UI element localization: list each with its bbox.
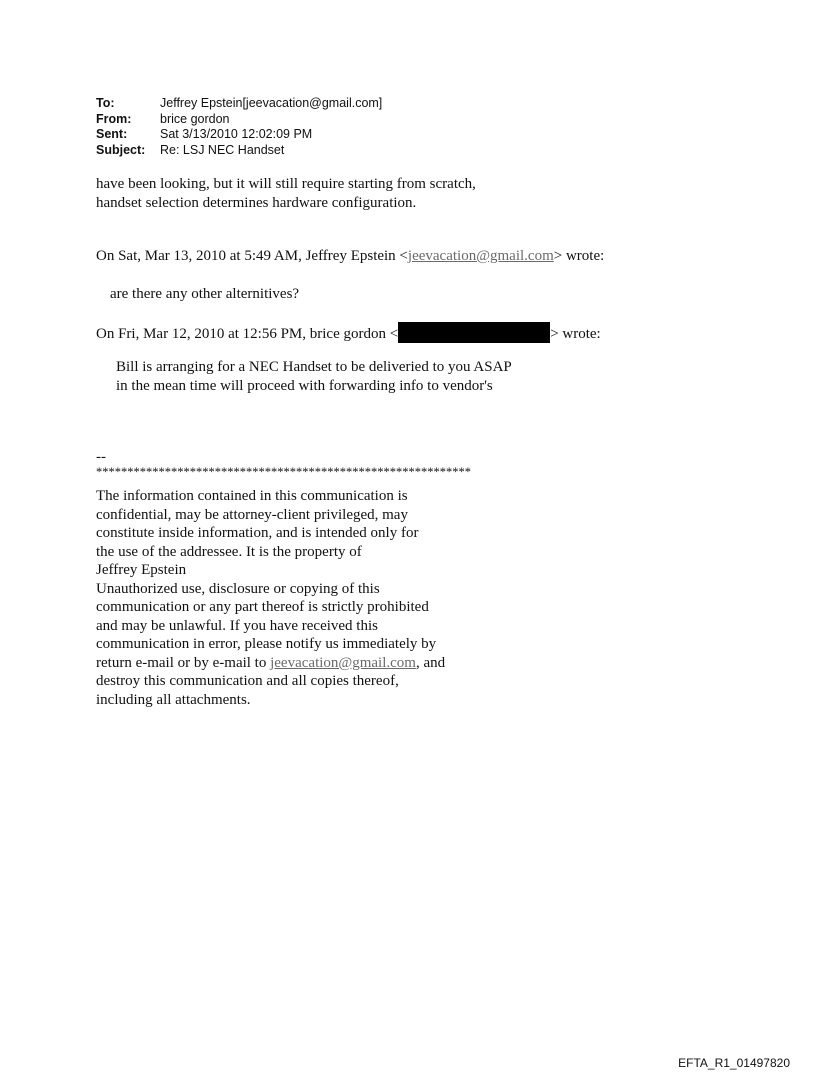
from-label: From: <box>96 111 132 126</box>
disclaimer-line: the use of the addressee. It is the property of <box>96 543 362 560</box>
to-value: Jeffrey Epstein[jeevacation@gmail.com] <box>160 96 383 110</box>
disclaimer-line: communication or any part thereof is strictly prohibited <box>96 599 429 615</box>
reply-line: handset selection determines hardware configuration. <box>96 194 417 211</box>
disclaimer <box>96 487 445 709</box>
disclaimer-line: Jeffrey Epstein <box>96 562 187 578</box>
disclaimer-line: destroy this communication and all copies thereof, <box>96 673 399 689</box>
disclaimer-line: The information contained in this communication is <box>96 488 408 504</box>
disclaimer-email-link[interactable]: jeevacation@gmail.com <box>270 654 416 671</box>
quote2-suffix: > wrote: <box>550 326 601 342</box>
redaction-box <box>398 322 550 343</box>
sent-label: Sent: <box>96 127 128 141</box>
disclaimer-line: and may be unlawful. If you have received this <box>96 617 378 634</box>
line10-suffix: , and <box>415 654 446 671</box>
disclaimer-line: including all attachments. <box>96 691 251 708</box>
signature-dashes: -- <box>96 449 106 465</box>
sent-row <box>96 127 382 143</box>
document-id: EFTA_R1_01497820 <box>678 1056 790 1070</box>
disclaimer-line: Unauthorized use, disclosure or copying of this <box>96 580 380 597</box>
subject-label: Subject: <box>96 142 146 157</box>
sent-value: Sat 3/13/2010 12:02:09 PM <box>160 127 313 141</box>
disclaimer-line: communication in error, please notify us immediately by <box>96 636 437 652</box>
quote2-body <box>116 358 512 395</box>
line10-prefix: return e-mail or by e-mail to <box>96 654 271 671</box>
quote2-prefix: On Fri, Mar 12, 2010 at 12:56 PM, brice gordon < <box>96 326 399 342</box>
to-label: To: <box>96 96 115 110</box>
signature-separator <box>96 449 471 479</box>
quote2-attribution <box>96 322 601 344</box>
subject-row <box>96 143 382 159</box>
to-row <box>96 96 382 112</box>
quote1-attribution <box>96 247 604 266</box>
disclaimer-line-email <box>96 654 445 673</box>
reply-body <box>96 175 476 212</box>
disclaimer-line: constitute inside information, and is intended only for <box>96 525 419 541</box>
from-row <box>96 112 382 128</box>
email-header <box>96 96 382 158</box>
quote1-suffix: > wrote: <box>553 248 605 264</box>
reply-line: have been looking, but it will still require starting from scratch, <box>96 176 476 192</box>
quote1-email-link[interactable]: jeevacation@gmail.com <box>407 248 554 264</box>
subject-value: Re: LSJ NEC Handset <box>160 142 285 157</box>
disclaimer-line: confidential, may be attorney-client privileged, may <box>96 506 408 523</box>
from-value: brice gordon <box>160 111 230 126</box>
quote2-line: in the mean time will proceed with forwarding info to vendor's <box>116 377 493 394</box>
quote1-text: are there any other alternitives? <box>110 286 300 302</box>
quote2-line: Bill is arranging for a NEC Handset to be deliveried to you ASAP <box>116 359 512 375</box>
quote1-prefix: On Sat, Mar 13, 2010 at 5:49 AM, Jeffrey Epstein < <box>96 248 408 264</box>
signature-stars: ************************************************************ <box>96 465 471 479</box>
